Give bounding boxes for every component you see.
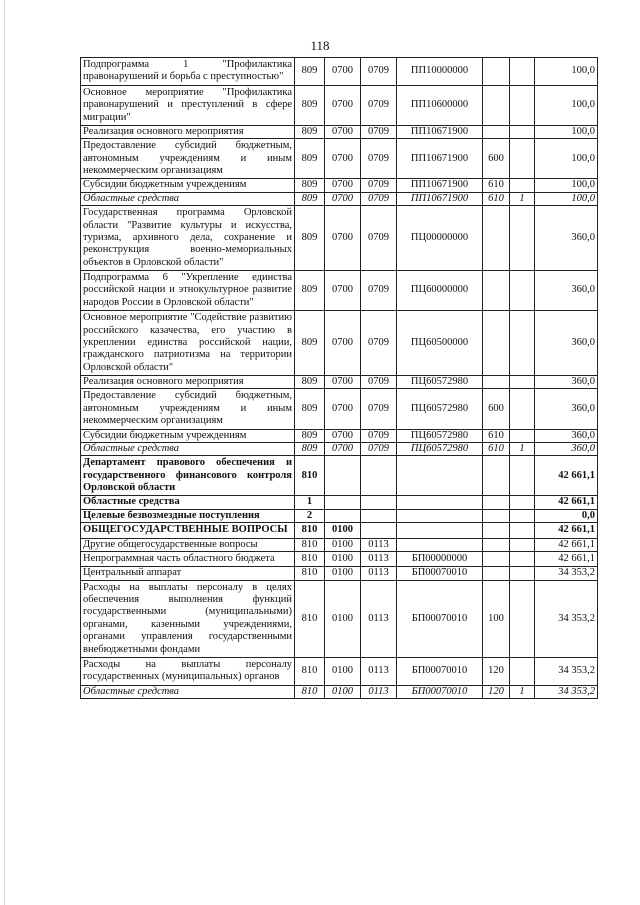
page-left-edge xyxy=(4,0,5,905)
section-code: 0700 xyxy=(325,192,361,205)
expense-type-code xyxy=(483,456,510,496)
row-name: Реализация основного мероприятия xyxy=(81,376,295,389)
expense-type-code: 600 xyxy=(483,389,510,429)
expense-type-code xyxy=(483,206,510,271)
amount: 42 661,1 xyxy=(535,551,598,566)
table-row xyxy=(81,58,598,86)
subsection-code: 0113 xyxy=(361,580,397,657)
amount: 100,0 xyxy=(535,125,598,138)
section-code: 0100 xyxy=(325,657,361,685)
table-row xyxy=(81,685,598,698)
subsection-code: 0709 xyxy=(361,125,397,138)
row-name: Областные средства xyxy=(81,192,295,205)
expense-type-code xyxy=(483,496,510,509)
section-code: 0100 xyxy=(325,580,361,657)
target-article-code: ПЦ60500000 xyxy=(397,311,483,376)
target-article-code xyxy=(397,523,483,538)
table-row xyxy=(81,376,598,389)
funding-source-code: 1 xyxy=(510,442,535,455)
ministry-code: 809 xyxy=(295,311,325,376)
funding-source-code xyxy=(510,580,535,657)
expense-type-code xyxy=(483,85,510,125)
row-name: Непрограммная часть областного бюджета xyxy=(81,551,295,566)
subsection-code: 0709 xyxy=(361,206,397,271)
section-code: 0100 xyxy=(325,551,361,566)
subsection-code: 0709 xyxy=(361,179,397,192)
section-code xyxy=(325,456,361,496)
funding-source-code xyxy=(510,271,535,311)
expense-type-code: 120 xyxy=(483,685,510,698)
subsection-code xyxy=(361,509,397,522)
section-code: 0700 xyxy=(325,311,361,376)
ministry-code: 809 xyxy=(295,58,325,86)
expense-type-code: 100 xyxy=(483,580,510,657)
ministry-code: 809 xyxy=(295,192,325,205)
target-article-code: ПЦ60572980 xyxy=(397,442,483,455)
section-code xyxy=(325,496,361,509)
expense-type-code xyxy=(483,509,510,522)
funding-source-code: 1 xyxy=(510,685,535,698)
expense-type-code xyxy=(483,311,510,376)
target-article-code xyxy=(397,509,483,522)
section-code: 0100 xyxy=(325,685,361,698)
row-name: Предоставление субсидий бюджетным, автономным учреждениям и иным некоммерческим организациям xyxy=(81,139,295,179)
subsection-code: 0113 xyxy=(361,551,397,566)
expense-type-code xyxy=(483,376,510,389)
budget-table xyxy=(80,57,598,699)
target-article-code: ПП10000000 xyxy=(397,58,483,86)
ministry-code: 809 xyxy=(295,271,325,311)
expense-type-code xyxy=(483,551,510,566)
target-article-code: ПЦ60000000 xyxy=(397,271,483,311)
funding-source-code xyxy=(510,179,535,192)
section-code: 0700 xyxy=(325,139,361,179)
target-article-code: БП00070010 xyxy=(397,685,483,698)
ministry-code: 809 xyxy=(295,442,325,455)
ministry-code: 809 xyxy=(295,85,325,125)
row-name: Подпрограмма 1 "Профилактика правонарушений и борьба с преступностью" xyxy=(81,58,295,86)
funding-source-code xyxy=(510,311,535,376)
target-article-code: ПП10671900 xyxy=(397,125,483,138)
target-article-code: ПЦ00000000 xyxy=(397,206,483,271)
subsection-code: 0709 xyxy=(361,58,397,86)
ministry-code: 809 xyxy=(295,206,325,271)
amount: 42 661,1 xyxy=(535,496,598,509)
table-row xyxy=(81,456,598,496)
table-row xyxy=(81,192,598,205)
row-name: Центральный аппарат xyxy=(81,567,295,580)
section-code: 0700 xyxy=(325,85,361,125)
expense-type-code xyxy=(483,538,510,551)
ministry-code: 2 xyxy=(295,509,325,522)
subsection-code: 0113 xyxy=(361,567,397,580)
subsection-code: 0709 xyxy=(361,376,397,389)
section-code: 0100 xyxy=(325,538,361,551)
funding-source-code xyxy=(510,456,535,496)
amount: 360,0 xyxy=(535,389,598,429)
row-name: Другие общегосударственные вопросы xyxy=(81,538,295,551)
funding-source-code xyxy=(510,206,535,271)
subsection-code: 0709 xyxy=(361,389,397,429)
funding-source-code xyxy=(510,496,535,509)
expense-type-code: 610 xyxy=(483,192,510,205)
row-name: Департамент правового обеспечения и государственного финансового контроля Орловской области xyxy=(81,456,295,496)
funding-source-code xyxy=(510,139,535,179)
funding-source-code xyxy=(510,509,535,522)
section-code: 0700 xyxy=(325,58,361,86)
ministry-code: 810 xyxy=(295,567,325,580)
expense-type-code: 120 xyxy=(483,657,510,685)
target-article-code: ПЦ60572980 xyxy=(397,376,483,389)
row-name: Расходы на выплаты персоналу государственных (муниципальных) органов xyxy=(81,657,295,685)
expense-type-code xyxy=(483,125,510,138)
section-code: 0700 xyxy=(325,179,361,192)
subsection-code: 0709 xyxy=(361,271,397,311)
row-name: Субсидии бюджетным учреждениям xyxy=(81,179,295,192)
target-article-code: ПП10671900 xyxy=(397,139,483,179)
ministry-code: 809 xyxy=(295,376,325,389)
row-name: Подпрограмма 6 "Укрепление единства российской нации и этнокультурное развитие народов России в Орловской области" xyxy=(81,271,295,311)
ministry-code: 809 xyxy=(295,429,325,442)
row-name: Государственная программа Орловской области "Развитие культуры и искусства, туризма, архивного дела, сохранение и реконструкция военно-мемориальных объектов в Орловской области" xyxy=(81,206,295,271)
ministry-code: 810 xyxy=(295,523,325,538)
amount: 360,0 xyxy=(535,429,598,442)
expense-type-code xyxy=(483,567,510,580)
subsection-code xyxy=(361,456,397,496)
table-row xyxy=(81,657,598,685)
table-row xyxy=(81,523,598,538)
row-name: Основное мероприятие "Профилактика правонарушений и преступлений в сфере миграции" xyxy=(81,85,295,125)
amount: 42 661,1 xyxy=(535,456,598,496)
section-code: 0100 xyxy=(325,567,361,580)
section-code: 0700 xyxy=(325,376,361,389)
funding-source-code xyxy=(510,58,535,86)
table-row xyxy=(81,567,598,580)
row-name: Основное мероприятие "Содействие развитию российского казачества, его участию в укреплении единства российской нации, гражданского патриотизма на территории Орловской области" xyxy=(81,311,295,376)
ministry-code: 810 xyxy=(295,685,325,698)
expense-type-code: 600 xyxy=(483,139,510,179)
ministry-code: 810 xyxy=(295,538,325,551)
table-row xyxy=(81,389,598,429)
target-article-code: ПЦ60572980 xyxy=(397,429,483,442)
subsection-code: 0709 xyxy=(361,192,397,205)
table-row xyxy=(81,538,598,551)
table-row xyxy=(81,311,598,376)
row-name: Целевые безвозмездные поступления xyxy=(81,509,295,522)
table-row xyxy=(81,125,598,138)
table-row xyxy=(81,206,598,271)
table-row xyxy=(81,442,598,455)
subsection-code xyxy=(361,523,397,538)
section-code: 0700 xyxy=(325,271,361,311)
target-article-code: БП00070010 xyxy=(397,657,483,685)
ministry-code: 810 xyxy=(295,657,325,685)
expense-type-code xyxy=(483,58,510,86)
target-article-code xyxy=(397,456,483,496)
funding-source-code xyxy=(510,125,535,138)
row-name: ОБЩЕГОСУДАРСТВЕННЫЕ ВОПРОСЫ xyxy=(81,523,295,538)
table-row xyxy=(81,551,598,566)
target-article-code: ПЦ60572980 xyxy=(397,389,483,429)
subsection-code: 0709 xyxy=(361,139,397,179)
section-code: 0700 xyxy=(325,389,361,429)
funding-source-code xyxy=(510,523,535,538)
subsection-code: 0709 xyxy=(361,85,397,125)
target-article-code xyxy=(397,496,483,509)
target-article-code: ПП10671900 xyxy=(397,192,483,205)
table-row xyxy=(81,85,598,125)
amount: 42 661,1 xyxy=(535,523,598,538)
table-row xyxy=(81,179,598,192)
amount: 360,0 xyxy=(535,376,598,389)
funding-source-code xyxy=(510,657,535,685)
funding-source-code xyxy=(510,429,535,442)
target-article-code: БП00000000 xyxy=(397,551,483,566)
section-code: 0700 xyxy=(325,125,361,138)
ministry-code: 809 xyxy=(295,389,325,429)
ministry-code: 1 xyxy=(295,496,325,509)
amount: 34 353,2 xyxy=(535,567,598,580)
ministry-code: 810 xyxy=(295,580,325,657)
ministry-code: 810 xyxy=(295,456,325,496)
funding-source-code xyxy=(510,538,535,551)
row-name: Областные средства xyxy=(81,685,295,698)
amount: 360,0 xyxy=(535,442,598,455)
funding-source-code: 1 xyxy=(510,192,535,205)
ministry-code: 809 xyxy=(295,125,325,138)
funding-source-code xyxy=(510,551,535,566)
row-name: Субсидии бюджетным учреждениям xyxy=(81,429,295,442)
budget-table-body xyxy=(81,58,598,699)
subsection-code: 0113 xyxy=(361,657,397,685)
funding-source-code xyxy=(510,389,535,429)
funding-source-code xyxy=(510,376,535,389)
amount: 100,0 xyxy=(535,85,598,125)
row-name: Расходы на выплаты персоналу в целях обеспечения выполнения функций государственными (муниципальными) органами, казенными учреждениями, органами управления государственными внебюджетными фондами xyxy=(81,580,295,657)
table-row xyxy=(81,429,598,442)
section-code: 0100 xyxy=(325,523,361,538)
target-article-code: ПП10600000 xyxy=(397,85,483,125)
amount: 100,0 xyxy=(535,192,598,205)
amount: 34 353,2 xyxy=(535,685,598,698)
subsection-code: 0709 xyxy=(361,311,397,376)
row-name: Предоставление субсидий бюджетным, автономным учреждениям и иным некоммерческим организациям xyxy=(81,389,295,429)
page-number: 118 xyxy=(310,38,330,53)
amount: 100,0 xyxy=(535,139,598,179)
subsection-code: 0709 xyxy=(361,429,397,442)
section-code xyxy=(325,509,361,522)
expense-type-code xyxy=(483,271,510,311)
amount: 0,0 xyxy=(535,509,598,522)
funding-source-code xyxy=(510,85,535,125)
target-article-code: БП00070010 xyxy=(397,580,483,657)
target-article-code: БП00070010 xyxy=(397,567,483,580)
section-code: 0700 xyxy=(325,206,361,271)
row-name: Областные средства xyxy=(81,496,295,509)
table-row xyxy=(81,139,598,179)
amount: 34 353,2 xyxy=(535,657,598,685)
ministry-code: 809 xyxy=(295,139,325,179)
subsection-code: 0113 xyxy=(361,685,397,698)
amount: 360,0 xyxy=(535,311,598,376)
expense-type-code: 610 xyxy=(483,442,510,455)
subsection-code xyxy=(361,496,397,509)
amount: 360,0 xyxy=(535,271,598,311)
table-row xyxy=(81,509,598,522)
expense-type-code xyxy=(483,523,510,538)
section-code: 0700 xyxy=(325,442,361,455)
subsection-code: 0113 xyxy=(361,538,397,551)
table-row xyxy=(81,580,598,657)
subsection-code: 0709 xyxy=(361,442,397,455)
section-code: 0700 xyxy=(325,429,361,442)
table-row xyxy=(81,271,598,311)
amount: 360,0 xyxy=(535,206,598,271)
amount: 100,0 xyxy=(535,179,598,192)
row-name: Областные средства xyxy=(81,442,295,455)
target-article-code xyxy=(397,538,483,551)
ministry-code: 810 xyxy=(295,551,325,566)
expense-type-code: 610 xyxy=(483,429,510,442)
amount: 100,0 xyxy=(535,58,598,86)
table-row xyxy=(81,496,598,509)
expense-type-code: 610 xyxy=(483,179,510,192)
target-article-code: ПП10671900 xyxy=(397,179,483,192)
row-name: Реализация основного мероприятия xyxy=(81,125,295,138)
amount: 42 661,1 xyxy=(535,538,598,551)
ministry-code: 809 xyxy=(295,179,325,192)
amount: 34 353,2 xyxy=(535,580,598,657)
funding-source-code xyxy=(510,567,535,580)
